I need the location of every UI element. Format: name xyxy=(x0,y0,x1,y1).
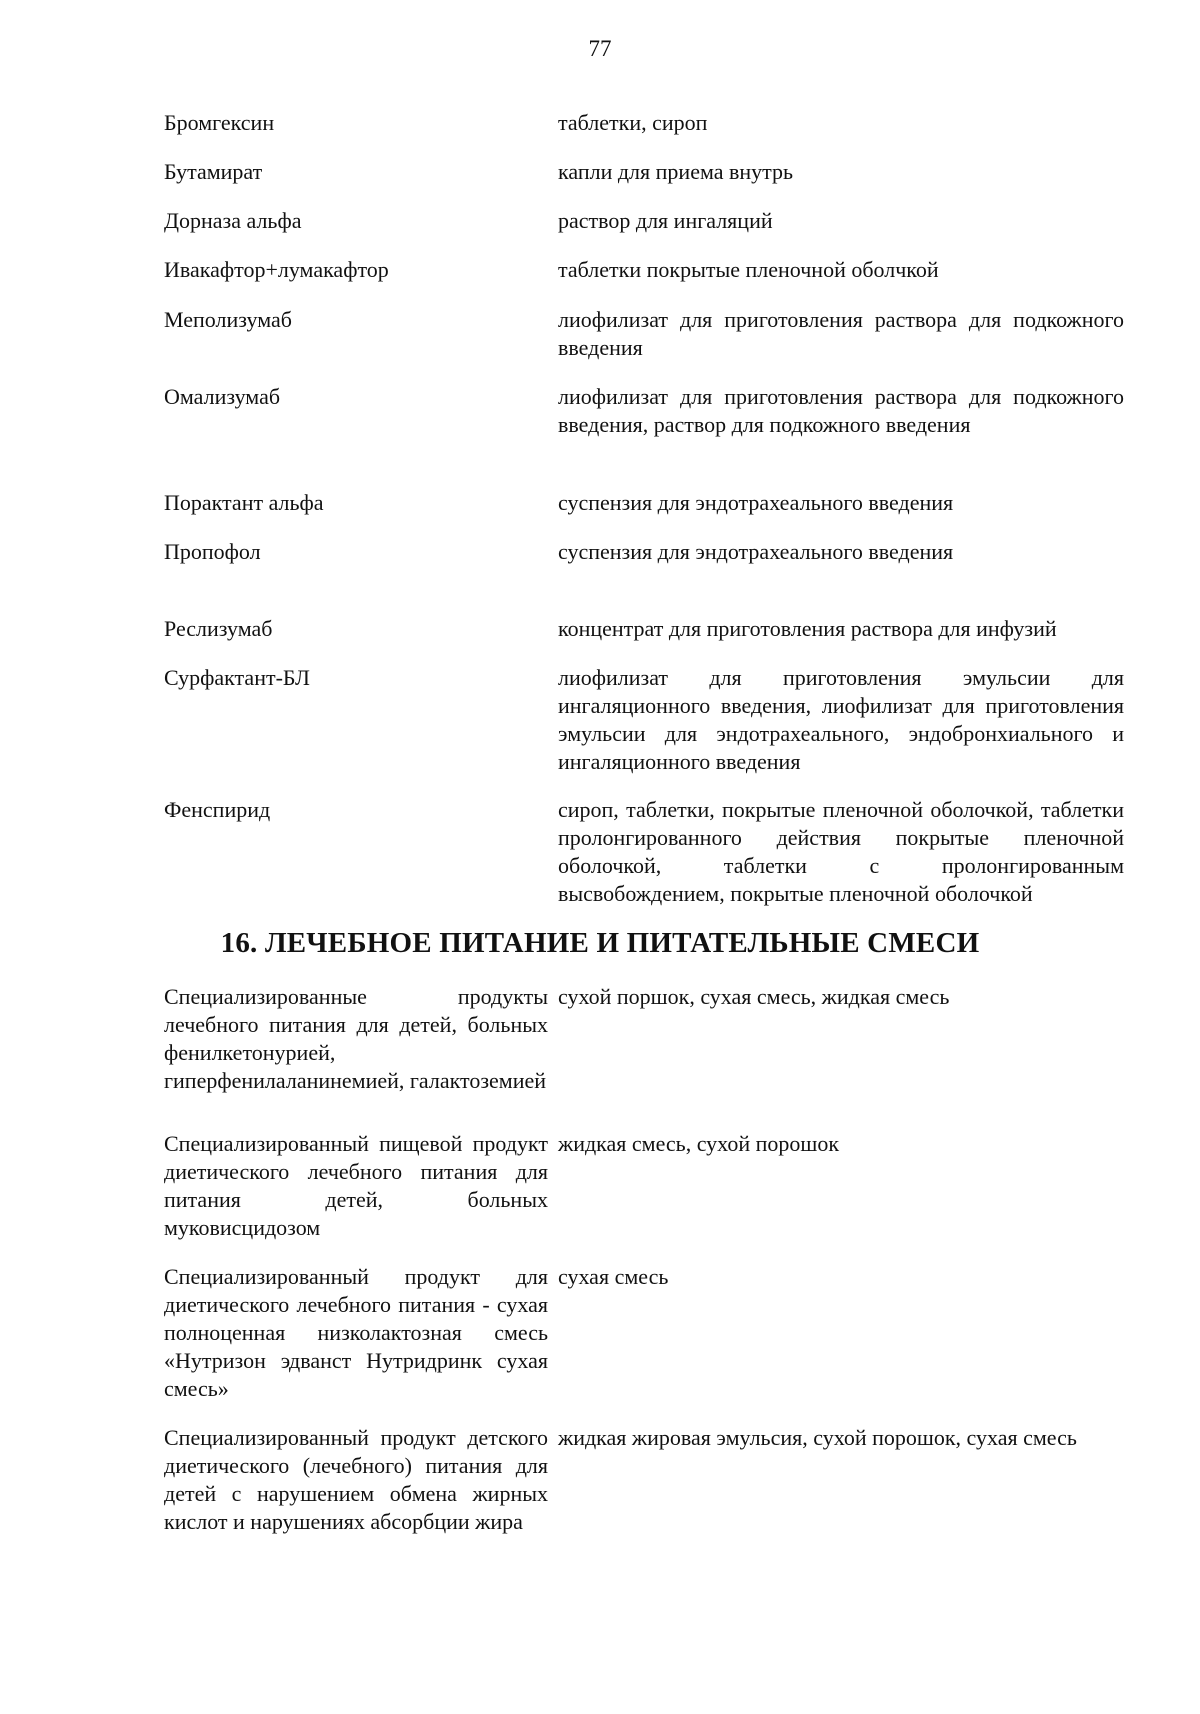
nutrition-product-name: Специализированный пищевой продукт диетического лечебного питания для питания детей, больных муковисцидозом xyxy=(164,1131,548,1240)
medication-form: лиофилизат для приготовления раствора для подкожного введения xyxy=(558,307,1124,360)
nutrition-product-form: сухой поршок, сухая смесь, жидкая смесь xyxy=(558,984,950,1009)
nutrition-product-name: Специализированный продукт для диетического лечебного питания - сухая полноценная низколактозная смесь «Нутризон эдванст Нутридринк сухая смесь» xyxy=(164,1264,548,1401)
medication-name: Бромгексин xyxy=(164,110,275,135)
medication-name: Ивакафтор+лумакафтор xyxy=(164,257,389,282)
nutrition-product-name: Специализированный продукт детского диетического (лечебного) питания для детей с нарушением обмена жирных кислот и нарушениях абсорбции жира xyxy=(164,1425,548,1534)
medication-form: раствор для ингаляций xyxy=(558,208,773,233)
medication-form: таблетки покрытые пленочной оболчкой xyxy=(558,257,939,282)
medication-form: таблетки, сироп xyxy=(558,110,708,135)
medication-name: Омализумаб xyxy=(164,384,281,409)
medication-name: Бутамират xyxy=(164,159,263,184)
nutrition-product-form: жидкая жировая эмульсия, сухой порошок, сухая смесь xyxy=(558,1425,1077,1450)
medication-form: суспензия для эндотрахеального введения xyxy=(558,539,954,564)
medication-name: Сурфактант-БЛ xyxy=(164,665,310,690)
nutrition-product-form: жидкая смесь, сухой порошок xyxy=(558,1131,840,1156)
medication-name: Меполизумаб xyxy=(164,307,292,332)
medication-name: Порактант альфа xyxy=(164,490,324,515)
medication-form: суспензия для эндотрахеального введения xyxy=(558,490,954,515)
nutrition-product-name: Специализированные продукты лечебного питания для детей, больных фенилкетонурией, гиперфенилаланинемией, галактоземией xyxy=(164,984,548,1093)
medication-name: Фенспирид xyxy=(164,797,271,822)
medication-form: сироп, таблетки, покрытые пленочной оболочкой, таблетки пролонгированного действия покрытые пленочной оболочкой, таблетки с пролонгированным высвобождением, покрытые пленочной оболочкой xyxy=(558,797,1124,906)
medication-form: капли для приема внутрь xyxy=(558,159,794,184)
medication-form: лиофилизат для приготовления раствора для подкожного введения, раствор для подкожного введения xyxy=(558,384,1124,437)
medication-form: концентрат для приготовления раствора для инфузий xyxy=(558,616,1057,641)
medication-name: Реслизумаб xyxy=(164,616,273,641)
medication-name: Пропофол xyxy=(164,539,261,564)
medication-form: лиофилизат для приготовления эмульсии для ингаляционного введения, лиофилизат для приготовления эмульсии для эндотрахеального, эндобронхиального и ингаляционного введения xyxy=(558,665,1124,774)
section-heading: 16. ЛЕЧЕБНОЕ ПИТАНИЕ И ПИТАТЕЛЬНЫЕ СМЕСИ xyxy=(220,927,980,959)
medication-name: Дорназа альфа xyxy=(164,208,302,233)
nutrition-product-form: сухая смесь xyxy=(558,1264,669,1289)
page-number: 77 xyxy=(588,36,612,61)
